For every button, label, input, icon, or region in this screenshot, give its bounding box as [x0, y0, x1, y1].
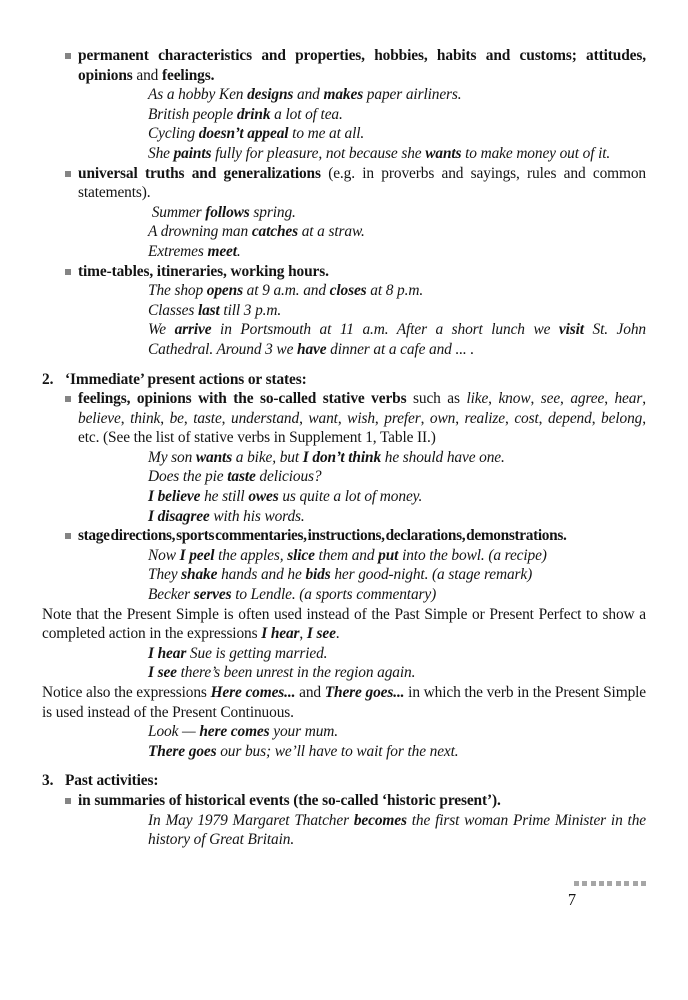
footer-square-icon — [616, 881, 621, 886]
text-run: My son wants a bike, but I don’t think he should have one. — [148, 448, 505, 466]
page-content — [42, 46, 646, 850]
square-bullet-icon — [65, 533, 71, 539]
text-run: Look — here comes your mum. — [148, 723, 338, 741]
bullet-item — [42, 262, 646, 282]
footer-square-icon — [582, 881, 587, 886]
example-line — [42, 320, 646, 359]
text-run: There goes our bus; we’ll have to wait for the next. — [148, 742, 459, 760]
square-bullet-icon — [65, 798, 71, 804]
paragraph — [42, 683, 646, 722]
footer-square-icon — [591, 881, 596, 886]
text-run: As a hobby Ken designs and makes paper airliners. — [148, 86, 462, 104]
example-line — [42, 585, 646, 605]
footer-square-icon — [574, 881, 579, 886]
text-run: universal truths and generalizations (e.g. in proverbs and sayings, rules and common statements). — [78, 164, 646, 202]
bullet-item — [42, 791, 646, 811]
text-run: They shake hands and he bids her good-night. (a stage remark) — [148, 566, 533, 584]
example-line — [42, 85, 646, 105]
example-line — [42, 644, 646, 664]
text-run: British people drink a lot of tea. — [148, 105, 343, 123]
example-line — [42, 663, 646, 683]
footer-square-icon — [641, 881, 646, 886]
text-run: Cycling doesn’t appeal to me at all. — [148, 125, 365, 143]
list-number: 3. — [42, 772, 54, 790]
example-line — [42, 281, 646, 301]
example-line — [42, 222, 646, 242]
numbered-heading — [42, 370, 646, 390]
text-run: feelings, opinions with the so-called stative verbs such as like, know, see, agree, hear, believe, think, be, taste, understand, want, wish, prefer, own, realize, cost, depend, belong, etc. (See the list of stative verbs in Supplement 1, Table II.) — [78, 390, 646, 447]
text-run: Summer follows spring. — [148, 203, 296, 221]
text-run: Extremes meet. — [148, 242, 241, 260]
text-run: Notice also the expressions Here comes... and There goes... in which the verb in the Present Simple is used instead of the Present Continuous. — [42, 684, 647, 721]
page-footer — [526, 881, 646, 910]
text-run: I see there’s been unrest in the region again. — [148, 664, 416, 682]
example-line — [42, 242, 646, 262]
text-run: Becker serves to Lendle. (a sports commentary) — [148, 586, 437, 604]
bullet-item — [42, 526, 646, 546]
footer-square-icon — [633, 881, 638, 886]
text-run: in summaries of historical events (the so-called ‘historic present’). — [78, 791, 501, 809]
example-line — [42, 105, 646, 125]
footer-square-icon — [624, 881, 629, 886]
example-line — [42, 565, 646, 585]
example-line — [42, 467, 646, 487]
text-run: I disagree with his words. — [148, 507, 305, 525]
text-run: time-tables, itineraries, working hours. — [78, 262, 329, 280]
footer-squares-decoration — [526, 881, 646, 886]
example-line — [42, 811, 646, 850]
text-run: Classes last till 3 p.m. — [148, 301, 282, 319]
footer-square-icon — [607, 881, 612, 886]
page-number: 7 — [567, 890, 577, 909]
text-run: A drowning man catches at a straw. — [148, 223, 365, 241]
square-bullet-icon — [65, 171, 71, 177]
bullet-item — [42, 164, 646, 203]
example-line — [42, 203, 646, 223]
paragraph — [42, 605, 646, 644]
text-run: She paints fully for pleasure, not because she wants to make money out of it. — [148, 144, 611, 162]
example-line — [42, 722, 646, 742]
numbered-heading — [42, 771, 646, 791]
example-line — [42, 301, 646, 321]
square-bullet-icon — [65, 269, 71, 275]
example-line — [42, 448, 646, 468]
text-run: Now I peel the apples, slice them and put into the bowl. (a recipe) — [148, 546, 547, 564]
text-run: The shop opens at 9 a.m. and closes at 8 p.m. — [148, 282, 424, 300]
text-run: I believe he still owes us quite a lot of money. — [148, 488, 423, 506]
square-bullet-icon — [65, 53, 71, 59]
text-run: stage directions, sports commentaries, instructions, declarations, demonstrations. — [78, 527, 567, 545]
example-line — [42, 507, 646, 527]
text-run: I hear Sue is getting married. — [148, 644, 328, 662]
text-run: We arrive in Portsmouth at 11 a.m. After a short lunch we visit St. John Cathedral. Around 3 we have dinner at a cafe and ... . — [148, 321, 646, 358]
example-line — [42, 742, 646, 762]
text-run: Does the pie taste delicious? — [148, 468, 322, 486]
bullet-item — [42, 389, 646, 448]
example-line — [42, 124, 646, 144]
text-run: Past activities: — [65, 772, 159, 790]
example-line — [42, 487, 646, 507]
footer-square-icon — [599, 881, 604, 886]
bullet-item — [42, 46, 646, 85]
example-line — [42, 144, 646, 164]
text-run: permanent characteristics and properties, hobbies, habits and customs; attitudes, opinions and feelings. — [78, 47, 646, 84]
text-run: ‘Immediate’ present actions or states: — [65, 370, 307, 388]
text-run: Note that the Present Simple is often used instead of the Past Simple or Present Perfect to show a completed action in the expressions I hear, I see. — [42, 605, 646, 643]
text-run: In May 1979 Margaret Thatcher becomes the first woman Prime Minister in the history of Great Britain. — [148, 811, 646, 849]
example-line — [42, 546, 646, 566]
list-number: 2. — [42, 370, 54, 388]
square-bullet-icon — [65, 396, 71, 402]
